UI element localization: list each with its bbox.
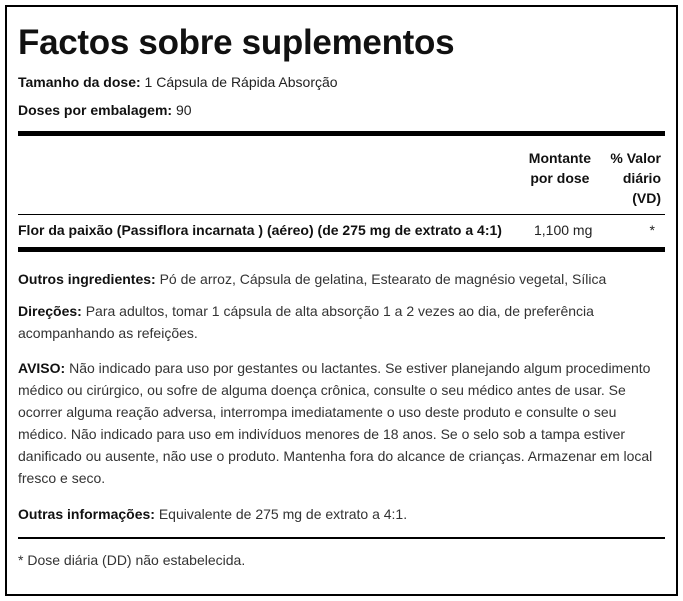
amount-per-serving-header: Montante por dose — [528, 150, 591, 186]
ingredient-amount: 1,100 mg — [534, 222, 593, 238]
other-ingredients — [18, 268, 665, 290]
other-info-label: Outras informações: — [18, 506, 155, 522]
other-ingredients-label: Outros ingredientes: — [18, 271, 156, 287]
servings-value: 90 — [175, 102, 192, 118]
servings-per-container — [18, 101, 665, 119]
ingredient-dv: * — [649, 222, 655, 238]
serving-size — [18, 73, 665, 91]
panel-title: Factos sobre suplementos — [18, 23, 455, 62]
footer-divider — [18, 537, 665, 539]
warning — [18, 357, 665, 489]
servings-label: Doses por embalagem: — [18, 102, 173, 118]
serving-size-label: Tamanho da dose: — [18, 74, 141, 90]
other-ingredients-text: Pó de arroz, Cápsula de gelatina, Estearato de magnésio vegetal, Sílica — [159, 271, 607, 287]
warning-label: AVISO: — [18, 360, 66, 376]
directions-label: Direções: — [18, 303, 82, 319]
thick-divider-bottom — [18, 247, 665, 252]
serving-size-value: 1 Cápsula de Rápida Absorção — [144, 74, 338, 90]
directions — [18, 300, 665, 344]
ingredient-row — [18, 215, 665, 247]
column-header — [18, 136, 665, 214]
warning-text: Não indicado para uso por gestantes ou lactantes. Se estiver planejando algum procedimento médico ou cirúrgico, ou sofre de alguma doença crônica, consulte o seu médico antes de usar. Se ocorrer alguma reação adversa, interrompa imediatamente o uso deste produto e consulte o seu médico. Não indicado para uso em indivíduos menores de 18 anos. Se o selo sob a tampa estiver danificado ou ausente, não use o produto. Mantenha fora do alcance de crianças. Armazenar em local fresco e seco. — [18, 360, 653, 486]
footnote: * Dose diária (DD) não estabelecida. — [18, 552, 246, 568]
supplement-facts-panel — [5, 5, 678, 596]
directions-text: Para adultos, tomar 1 cápsula de alta absorção 1 a 2 vezes ao dia, de preferência acompanhando as refeições. — [18, 303, 594, 341]
other-information — [18, 503, 665, 525]
daily-value-header: % Valor diário (VD) — [610, 150, 661, 206]
ingredient-name: Flor da paixão (Passiflora incarnata ) (aéreo) (de 275 mg de extrato a 4:1) — [18, 222, 502, 238]
other-info-text: Equivalente de 275 mg de extrato a 4:1. — [158, 506, 408, 522]
